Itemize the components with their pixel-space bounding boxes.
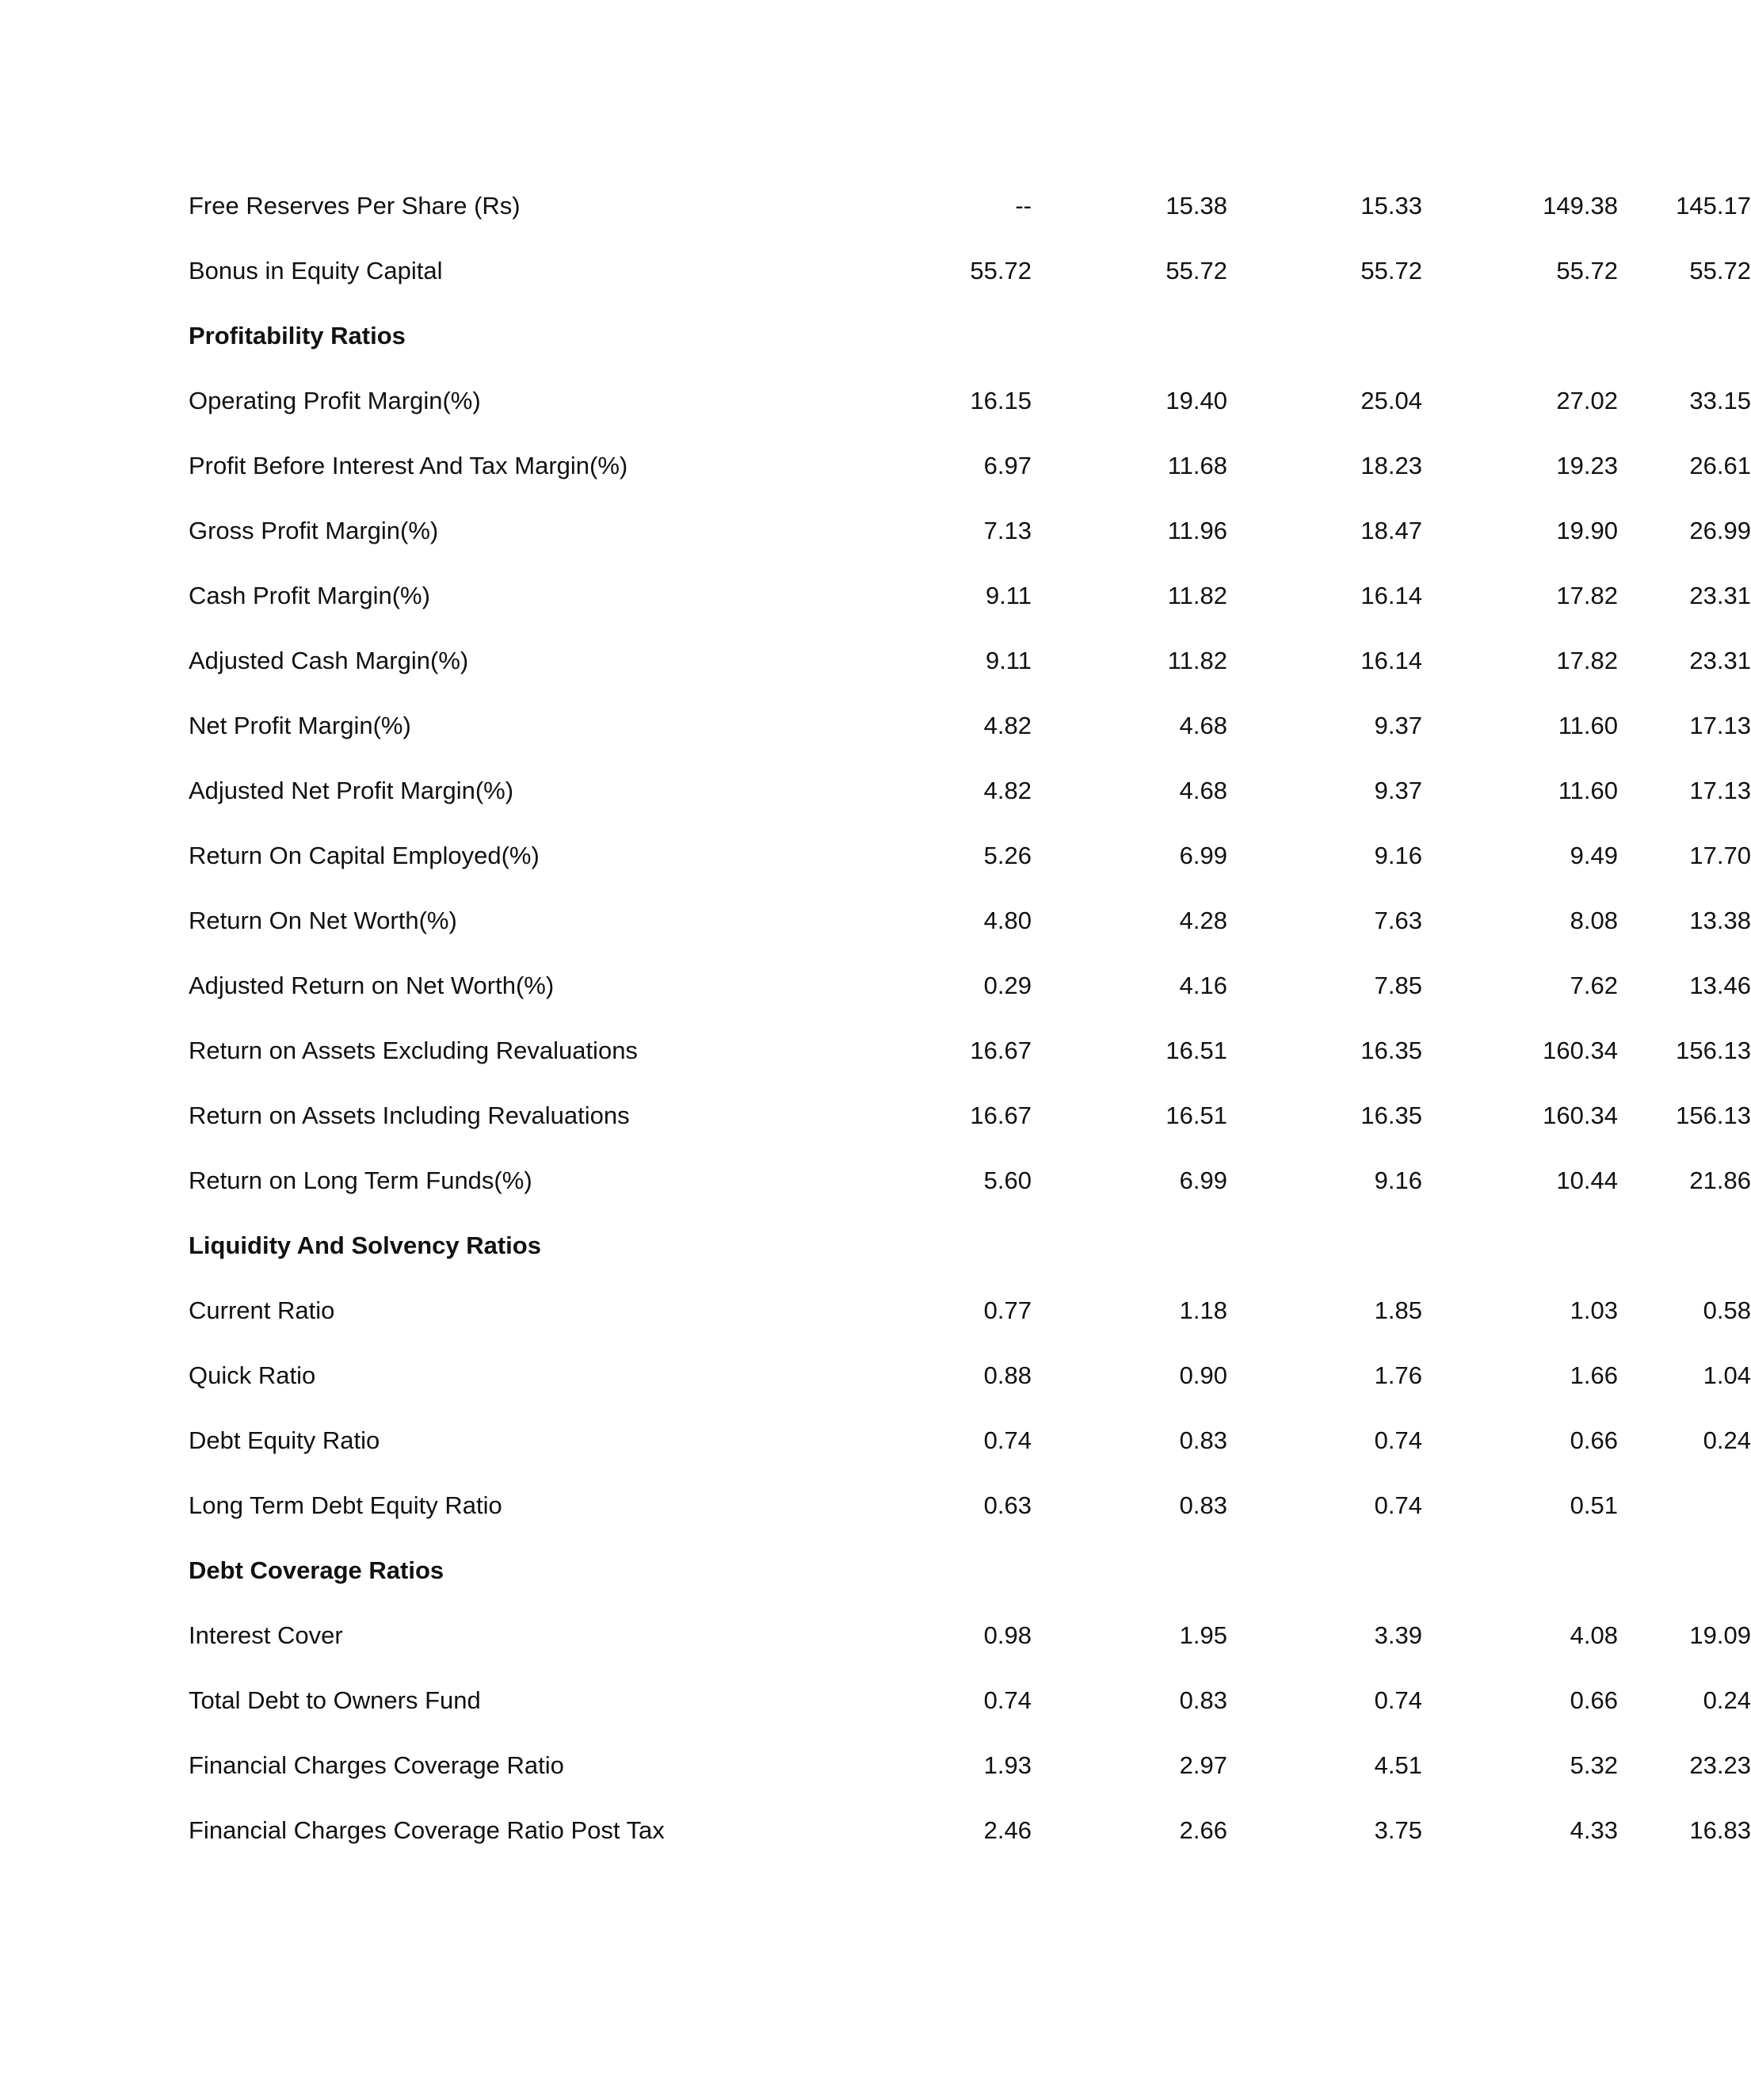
value-cell-col-1: 9.11: [985, 647, 1032, 674]
value-cell-col-5: 0.24: [1703, 1426, 1751, 1454]
value-cell-col-4: 1.03: [1570, 1296, 1618, 1324]
value-cell-col-4: 17.82: [1556, 582, 1618, 609]
value-cell-col-4: 55.72: [1556, 257, 1618, 284]
table-row: [189, 1668, 1751, 1733]
row-label: Free Reserves Per Share (Rs): [189, 192, 521, 220]
row-label: Operating Profit Margin(%): [189, 387, 481, 414]
value-cell-col-1: 55.72: [970, 257, 1032, 284]
section-header-row: [189, 1213, 1577, 1278]
row-label: Return on Assets Including Revaluations: [189, 1102, 630, 1129]
value-cell-col-3: 0.74: [1374, 1426, 1422, 1454]
value-cell-col-5: 16.83: [1689, 1816, 1751, 1844]
table-row: [189, 1343, 1751, 1408]
value-cell-col-2: 1.18: [1179, 1296, 1227, 1324]
value-cell-col-4: 8.08: [1570, 907, 1618, 934]
value-cell-col-2: 4.28: [1179, 907, 1227, 934]
value-cell-col-4: 7.62: [1570, 972, 1618, 999]
row-label: Gross Profit Margin(%): [189, 517, 439, 544]
value-cell-col-4: 5.32: [1570, 1751, 1618, 1779]
row-label: Quick Ratio: [189, 1361, 316, 1389]
value-cell-col-5: 1.04: [1703, 1361, 1751, 1389]
value-cell-col-3: 25.04: [1360, 387, 1422, 414]
value-cell-col-2: 11.68: [1167, 452, 1227, 479]
value-cell-col-4: 11.60: [1558, 777, 1618, 804]
table-row: [189, 239, 1751, 304]
value-cell-col-2: 11.82: [1167, 582, 1227, 609]
section-title: Liquidity And Solvency Ratios: [189, 1231, 541, 1259]
value-cell-col-3: 16.14: [1360, 582, 1422, 609]
value-cell-col-4: 0.66: [1570, 1426, 1618, 1454]
value-cell-col-2: 55.72: [1165, 257, 1227, 284]
value-cell-col-3: 15.33: [1360, 192, 1422, 220]
value-cell-col-2: 11.82: [1167, 647, 1227, 674]
row-label: Adjusted Return on Net Worth(%): [189, 972, 555, 999]
value-cell-col-1: 4.80: [983, 907, 1032, 934]
value-cell-col-4: 0.51: [1570, 1491, 1618, 1519]
value-cell-col-3: 1.85: [1374, 1296, 1422, 1324]
table-row: [189, 628, 1751, 693]
section-title: Debt Coverage Ratios: [189, 1556, 444, 1584]
table-row: [189, 758, 1751, 823]
value-cell-col-3: 16.35: [1360, 1102, 1422, 1129]
value-cell-col-1: 0.74: [983, 1686, 1032, 1714]
section-header-row: [189, 1538, 1577, 1603]
table-row: [189, 693, 1751, 758]
row-label: Current Ratio: [189, 1296, 335, 1324]
value-cell-col-2: 19.40: [1165, 387, 1227, 414]
value-cell-col-3: 18.47: [1360, 517, 1422, 544]
table-row: [189, 1148, 1751, 1213]
value-cell-col-4: 27.02: [1556, 387, 1618, 414]
row-label: Interest Cover: [189, 1621, 343, 1649]
table-row: [189, 1603, 1751, 1668]
table-row: [189, 1278, 1751, 1343]
table-row: [189, 498, 1751, 563]
value-cell-col-1: 0.74: [983, 1426, 1032, 1454]
value-cell-col-5: 13.38: [1689, 907, 1751, 934]
row-label: Debt Equity Ratio: [189, 1426, 380, 1454]
value-cell-col-2: 1.95: [1179, 1621, 1227, 1649]
value-cell-col-1: 7.13: [983, 517, 1032, 544]
value-cell-col-3: 9.16: [1374, 1166, 1422, 1194]
value-cell-col-2: 4.68: [1179, 712, 1227, 739]
value-cell-col-5: 17.13: [1689, 777, 1751, 804]
value-cell-col-4: 10.44: [1556, 1166, 1618, 1194]
row-label: Return On Net Worth(%): [189, 907, 457, 934]
table-row: [189, 888, 1751, 953]
value-cell-col-1: 16.15: [970, 387, 1032, 414]
value-cell-col-5: 23.31: [1689, 647, 1751, 674]
value-cell-col-4: 160.34: [1543, 1037, 1618, 1064]
value-cell-col-4: 160.34: [1543, 1102, 1618, 1129]
value-cell-col-1: 0.29: [983, 972, 1032, 999]
row-label: Net Profit Margin(%): [189, 712, 411, 739]
value-cell-col-5: 55.72: [1689, 257, 1751, 284]
value-cell-col-4: 149.38: [1543, 192, 1618, 220]
row-label: Financial Charges Coverage Ratio Post Tax: [189, 1816, 665, 1844]
value-cell-col-5: 156.13: [1676, 1102, 1751, 1129]
value-cell-col-1: 2.46: [983, 1816, 1032, 1844]
value-cell-col-1: 16.67: [970, 1037, 1032, 1064]
value-cell-col-5: 23.31: [1689, 582, 1751, 609]
table-row: [189, 1733, 1751, 1798]
value-cell-col-3: 18.23: [1360, 452, 1422, 479]
value-cell-col-1: 0.63: [983, 1491, 1032, 1519]
value-cell-col-5: 156.13: [1676, 1037, 1751, 1064]
value-cell-col-5: 23.23: [1689, 1751, 1751, 1779]
value-cell-col-2: 4.68: [1179, 777, 1227, 804]
row-label: Adjusted Cash Margin(%): [189, 647, 469, 674]
value-cell-col-3: 9.37: [1374, 777, 1422, 804]
table-row: [189, 953, 1751, 1018]
value-cell-col-5: 13.46: [1689, 972, 1751, 999]
value-cell-col-2: 0.83: [1179, 1686, 1227, 1714]
value-cell-col-2: 15.38: [1165, 192, 1227, 220]
table-row: [189, 1083, 1751, 1148]
table-row: [189, 1018, 1751, 1083]
value-cell-col-1: 4.82: [983, 777, 1032, 804]
table-row: [189, 1473, 1618, 1538]
value-cell-col-2: 0.83: [1179, 1491, 1227, 1519]
value-cell-col-4: 4.33: [1570, 1816, 1618, 1844]
value-cell-col-2: 4.16: [1179, 972, 1227, 999]
value-cell-col-5: 33.15: [1689, 387, 1751, 414]
value-cell-col-1: 5.60: [983, 1166, 1032, 1194]
value-cell-col-1: --: [1015, 192, 1032, 220]
value-cell-col-3: 55.72: [1360, 257, 1422, 284]
value-cell-col-1: 5.26: [983, 842, 1032, 869]
value-cell-col-5: 17.70: [1689, 842, 1751, 869]
value-cell-col-1: 4.82: [983, 712, 1032, 739]
table-row: [189, 823, 1751, 888]
table-row: [189, 174, 1751, 239]
value-cell-col-4: 11.60: [1558, 712, 1618, 739]
value-cell-col-2: 16.51: [1165, 1037, 1227, 1064]
value-cell-col-2: 6.99: [1179, 1166, 1227, 1194]
row-label: Cash Profit Margin(%): [189, 582, 430, 609]
row-label: Bonus in Equity Capital: [189, 257, 443, 284]
value-cell-col-3: 16.35: [1360, 1037, 1422, 1064]
value-cell-col-2: 11.96: [1167, 517, 1227, 544]
value-cell-col-3: 0.74: [1374, 1491, 1422, 1519]
value-cell-col-1: 6.97: [983, 452, 1032, 479]
section-title: Profitability Ratios: [189, 322, 406, 349]
table-row: [189, 1408, 1751, 1473]
value-cell-col-5: 26.99: [1689, 517, 1751, 544]
value-cell-col-2: 2.97: [1179, 1751, 1227, 1779]
row-label: Return on Long Term Funds(%): [189, 1166, 532, 1194]
value-cell-col-3: 1.76: [1374, 1361, 1422, 1389]
value-cell-col-5: 17.13: [1689, 712, 1751, 739]
row-label: Adjusted Net Profit Margin(%): [189, 777, 514, 804]
value-cell-col-1: 0.77: [983, 1296, 1032, 1324]
row-label: Total Debt to Owners Fund: [189, 1686, 481, 1714]
value-cell-col-5: 0.58: [1703, 1296, 1751, 1324]
value-cell-col-4: 1.66: [1570, 1361, 1618, 1389]
row-label: Return On Capital Employed(%): [189, 842, 540, 869]
value-cell-col-2: 6.99: [1179, 842, 1227, 869]
value-cell-col-1: 9.11: [985, 582, 1032, 609]
table-row: [189, 433, 1751, 498]
value-cell-col-3: 9.37: [1374, 712, 1422, 739]
value-cell-col-3: 16.14: [1360, 647, 1422, 674]
value-cell-col-5: 19.09: [1689, 1621, 1751, 1649]
value-cell-col-3: 7.63: [1374, 907, 1422, 934]
value-cell-col-1: 0.88: [983, 1361, 1032, 1389]
row-label: Return on Assets Excluding Revaluations: [189, 1037, 638, 1064]
value-cell-col-4: 4.08: [1570, 1621, 1618, 1649]
row-label: Financial Charges Coverage Ratio: [189, 1751, 564, 1779]
value-cell-col-5: 145.17: [1676, 192, 1751, 220]
section-header-row: [189, 304, 1577, 368]
value-cell-col-1: 1.93: [983, 1751, 1032, 1779]
value-cell-col-4: 0.66: [1570, 1686, 1618, 1714]
value-cell-col-1: 16.67: [970, 1102, 1032, 1129]
financial-ratios-table: [189, 174, 1751, 1863]
value-cell-col-4: 19.90: [1556, 517, 1618, 544]
value-cell-col-3: 3.39: [1374, 1621, 1422, 1649]
row-label: Profit Before Interest And Tax Margin(%): [189, 452, 628, 479]
value-cell-col-5: 0.24: [1703, 1686, 1751, 1714]
value-cell-col-2: 0.90: [1179, 1361, 1227, 1389]
value-cell-col-2: 16.51: [1165, 1102, 1227, 1129]
value-cell-col-4: 19.23: [1556, 452, 1618, 479]
value-cell-col-2: 2.66: [1179, 1816, 1227, 1844]
value-cell-col-3: 3.75: [1374, 1816, 1422, 1844]
value-cell-col-5: 21.86: [1689, 1166, 1751, 1194]
value-cell-col-4: 17.82: [1556, 647, 1618, 674]
table-row: [189, 1798, 1751, 1863]
table-row: [189, 563, 1751, 628]
value-cell-col-1: 0.98: [983, 1621, 1032, 1649]
value-cell-col-2: 0.83: [1179, 1426, 1227, 1454]
value-cell-col-3: 4.51: [1374, 1751, 1422, 1779]
value-cell-col-3: 0.74: [1374, 1686, 1422, 1714]
value-cell-col-4: 9.49: [1570, 842, 1618, 869]
value-cell-col-3: 9.16: [1374, 842, 1422, 869]
value-cell-col-3: 7.85: [1374, 972, 1422, 999]
table-row: [189, 368, 1751, 433]
row-label: Long Term Debt Equity Ratio: [189, 1491, 502, 1519]
value-cell-col-5: 26.61: [1689, 452, 1751, 479]
